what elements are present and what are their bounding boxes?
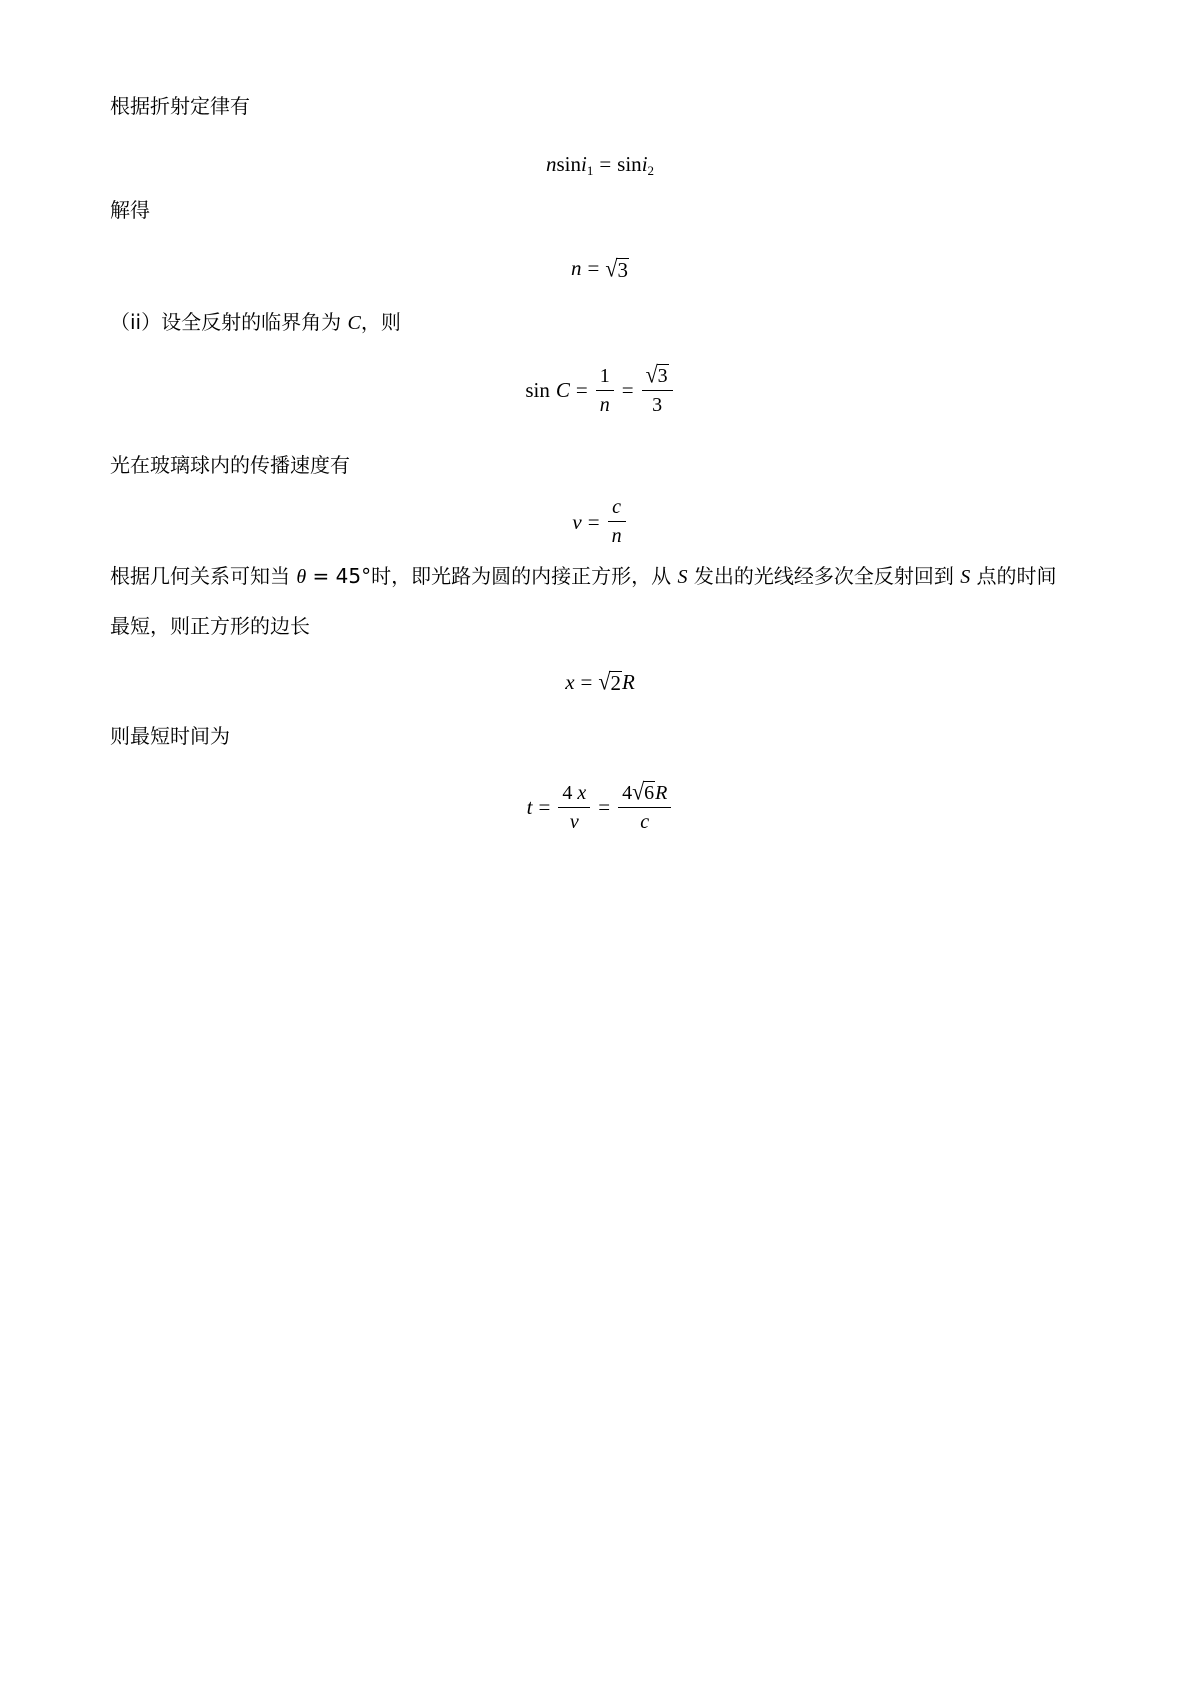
eq2-n: n [571,256,582,280]
text-critical-angle-prefix: （ii）设全反射的临界角为 [110,310,348,334]
eq6-num1-x: x [577,781,587,804]
eq4-v: v [572,509,582,534]
eq2-sqrt [605,256,629,281]
eq6-fraction-2 [618,779,671,835]
eq5-radicand: 2 [610,671,621,695]
equation-index-value [0,254,1200,282]
text-solve-content: 解得 [110,198,150,222]
text-critical-angle-var: C [347,312,361,334]
eq5-sqrt [598,669,622,694]
text-shortest-time [110,722,230,750]
eq2-equals: = [587,256,600,280]
eq3-sqrt [646,362,669,387]
eq5-x: x [565,670,575,694]
text-light-speed [110,451,350,479]
text-geometry-d: 点的时间 [970,564,1057,588]
fraction-bar [642,390,673,391]
text-geometry [110,562,1057,591]
eq1-sub1: 1 [586,163,594,178]
equation-snell-law [0,150,1200,178]
eq3-den2: 3 [652,394,663,416]
eq6-equals-1: = [538,795,551,819]
text-side-length [110,612,310,640]
eq6-den1: v [569,810,579,833]
eq3-den1: n [599,393,610,416]
eq6-den2: c [640,811,650,833]
eq4-fraction [608,494,626,549]
eq6-radicand: 6 [644,782,655,804]
sqrt-radical-icon: √ [632,777,645,805]
eq1-n: n [545,152,557,176]
eq5-equals: = [580,670,593,694]
eq6-num2-coef: 4 [622,782,633,804]
eq3-sin: sin [525,378,550,402]
eq1-sin-b: sin [617,152,642,176]
fraction-bar [618,807,671,808]
eq3-fraction-1 [596,363,614,418]
text-solve [110,196,150,224]
eq4-num: c [612,496,622,518]
fraction-bar [596,390,614,391]
eq3-num1: 1 [599,364,610,387]
eq4-den: n [611,525,622,547]
text-side-length-content: 最短，则正方形的边长 [110,614,310,638]
eq4-equals: = [587,509,600,534]
sqrt-radical-icon: √ [605,254,618,282]
text-geometry-theta: θ [296,566,307,588]
eq6-num2-R: R [655,782,668,804]
text-refraction-law-content: 根据折射定律有 [110,94,250,118]
fraction-bar [608,521,626,522]
sqrt-radical-icon: √ [645,360,658,388]
eq6-equals-2: = [598,795,611,819]
eq5-R: R [621,670,635,694]
eq3-radicand: 3 [657,365,668,387]
eq6-sqrt [632,779,655,804]
text-geometry-s1: S [677,566,688,588]
text-shortest-time-content: 则最短时间为 [110,724,230,748]
eq1-i1: i [580,152,587,176]
text-geometry-b: = 45°时，即光路为圆的内接正方形，从 [306,564,678,588]
equation-sin-critical [0,362,1200,418]
eq1-sin-a: sin [556,152,581,176]
eq1-sub2: 2 [647,163,655,178]
eq2-radicand: 3 [617,257,628,282]
text-geometry-c: 发出的光线经多次全反射回到 [687,564,961,588]
text-refraction-law [110,92,250,120]
equation-velocity [0,494,1200,549]
text-light-speed-content: 光在玻璃球内的传播速度有 [110,453,350,477]
eq3-fraction-2 [642,362,673,418]
eq6-t: t [526,795,533,819]
eq1-i2: i [641,152,648,176]
eq3-equals-2: = [621,378,634,402]
equation-side-length [0,668,1200,696]
text-geometry-s2: S [960,566,971,588]
eq6-num1-coef: 4 [562,781,573,804]
text-critical-angle [110,308,401,337]
fraction-bar [558,807,590,808]
eq1-equals: = [599,152,612,176]
text-critical-angle-suffix: ，则 [360,310,401,334]
sqrt-radical-icon: √ [598,667,611,695]
eq6-fraction-1 [558,780,590,835]
eq3-C: C [555,378,570,402]
text-geometry-a: 根据几何关系可知当 [110,564,297,588]
equation-shortest-time [0,779,1200,835]
eq3-equals-1: = [575,378,588,402]
